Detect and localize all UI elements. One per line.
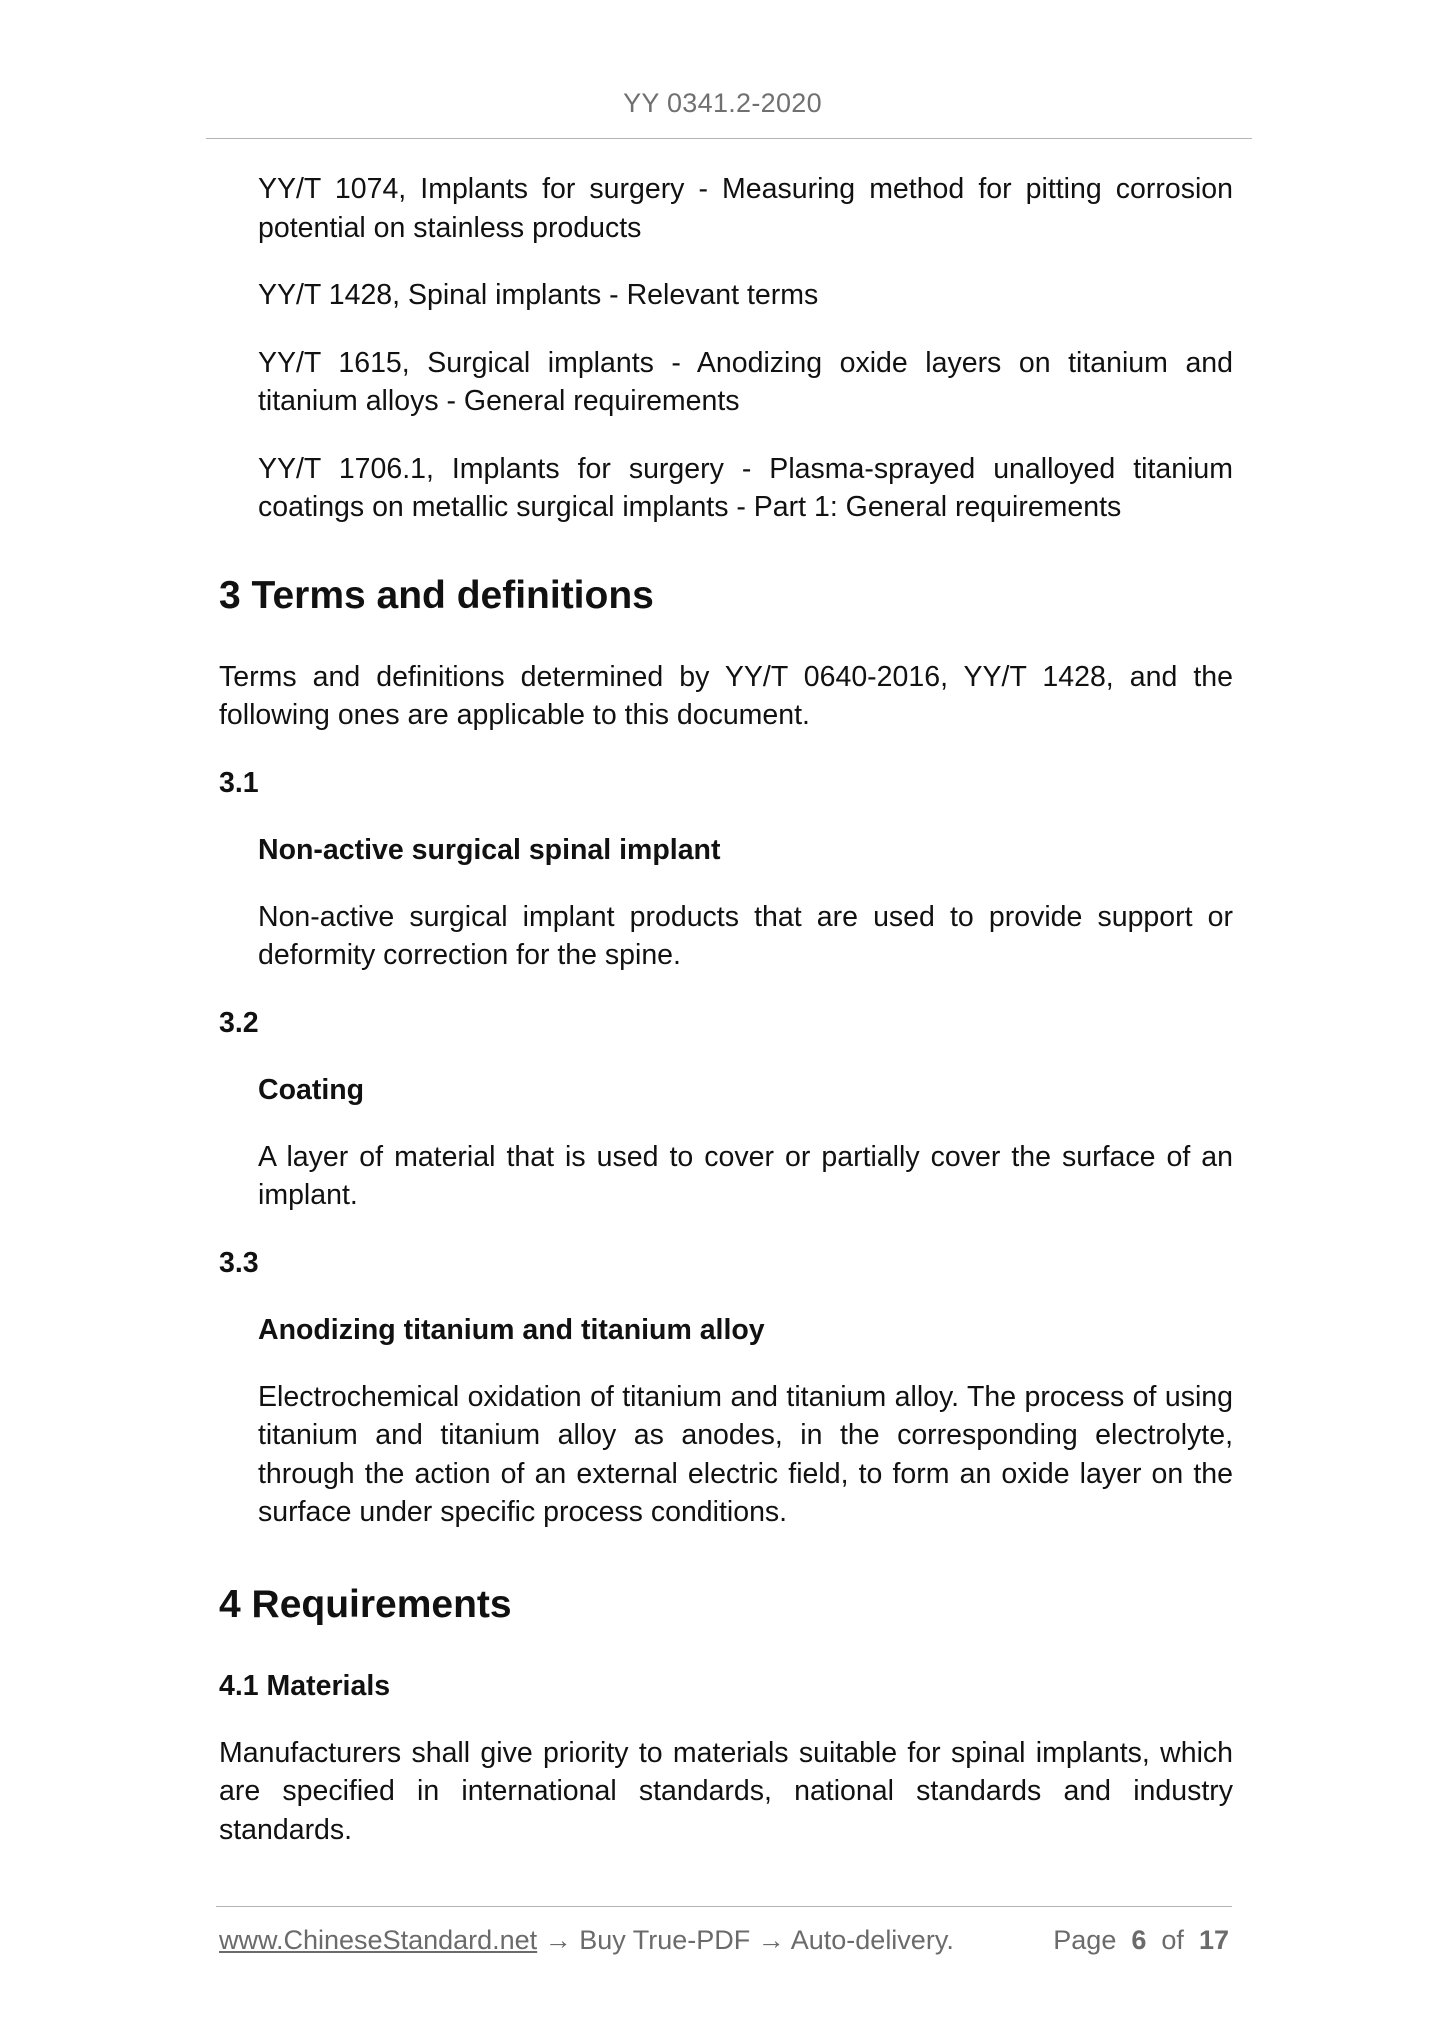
term-3-1-definition: Non-active surgical implant products that are used to provide support or deformity correction for the spine. — [258, 900, 1233, 971]
page-label: Page — [1053, 1925, 1117, 1955]
section-4-1-text: Manufacturers shall give priority to materials suitable for spinal implants, which are specified in international standards, national standards and industry standards. — [219, 1736, 1233, 1846]
page-indicator — [1053, 1925, 1229, 1956]
document-number-header: YY 0341.2-2020 — [623, 88, 822, 118]
section-3-heading: 3 Terms and definitions — [219, 573, 654, 617]
term-3-3-title: Anodizing titanium and titanium alloy — [258, 1313, 765, 1346]
header-divider — [206, 138, 1252, 139]
term-3-3-number: 3.3 — [219, 1246, 259, 1279]
term-3-1-title: Non-active surgical spinal implant — [258, 833, 721, 866]
website-link[interactable]: www.ChineseStandard.net — [219, 1925, 538, 1955]
term-3-2-title: Coating — [258, 1073, 365, 1106]
reference-yyt-1706-1: YY/T 1706.1, Implants for surgery - Plasma-sprayed unalloyed titanium coatings on metallic surgical implants - Part 1: General requirements — [258, 452, 1233, 523]
reference-yyt-1615: YY/T 1615, Surgical implants - Anodizing oxide layers on titanium and titanium alloys - General requirements — [258, 346, 1233, 417]
page-current: 6 — [1131, 1925, 1147, 1955]
reference-yyt-1428: YY/T 1428, Spinal implants - Relevant terms — [258, 279, 819, 311]
term-3-2-number: 3.2 — [219, 1006, 259, 1039]
reference-yyt-1074: YY/T 1074, Implants for surgery - Measuring method for pitting corrosion potential on stainless products — [258, 173, 1233, 244]
section-4-1-heading: 4.1 Materials — [219, 1669, 391, 1702]
page-footer — [219, 1925, 1229, 1956]
footer-tagline: → Buy True-PDF → Auto-delivery. — [537, 1925, 954, 1955]
page-of: of — [1161, 1925, 1184, 1955]
page-total: 17 — [1198, 1925, 1229, 1955]
term-3-1-number: 3.1 — [219, 766, 259, 799]
section-4-heading: 4 Requirements — [219, 1582, 512, 1626]
page-content — [219, 170, 1233, 1878]
term-3-3-definition: Electrochemical oxidation of titanium and titanium alloy. The process of using titanium and titanium alloy as anodes, in the corresponding electrolyte, through the action of an external electric field, to form an oxide layer on the surface under specific process conditions. — [258, 1380, 1233, 1528]
footer-divider — [216, 1906, 1232, 1907]
term-3-2-definition: A layer of material that is used to cover or partially cover the surface of an implant. — [258, 1140, 1233, 1211]
section-3-intro: Terms and definitions determined by YY/T 0640-2016, YY/T 1428, and the following ones are applicable to this document. — [219, 660, 1233, 731]
